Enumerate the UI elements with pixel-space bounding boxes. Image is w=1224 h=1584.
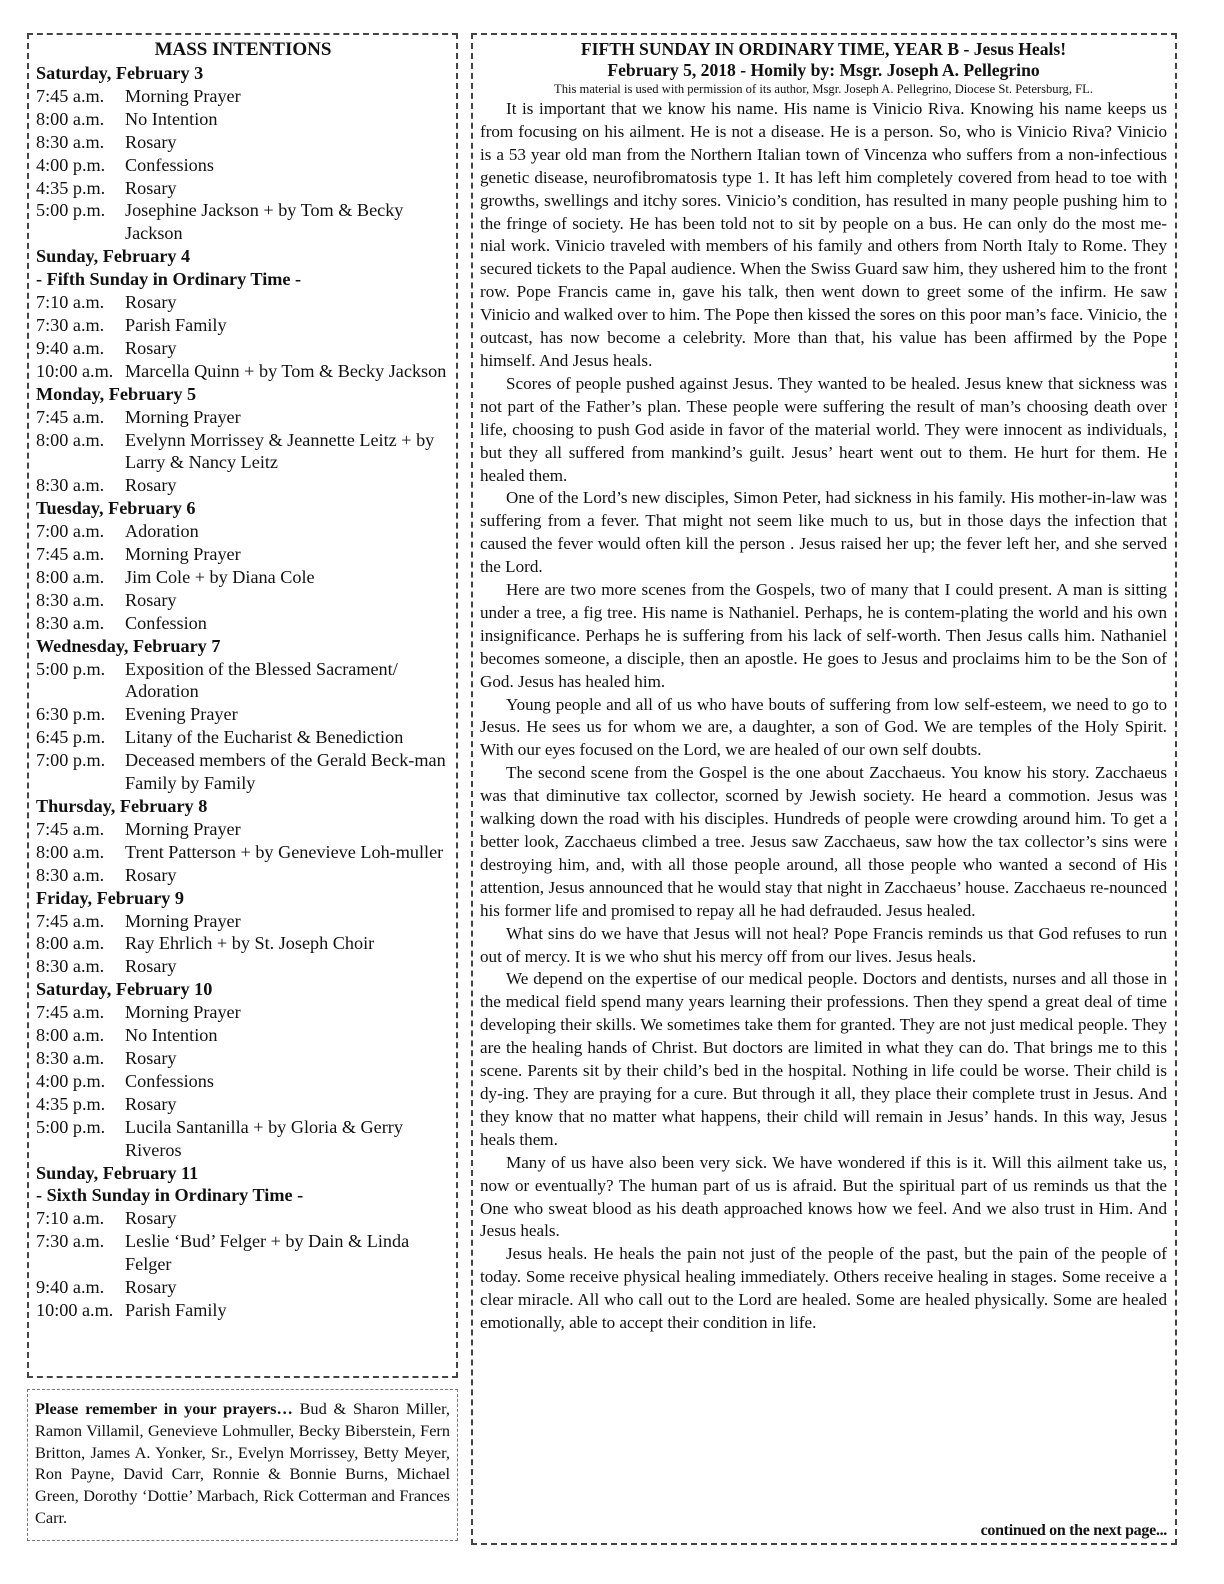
mass-entry-time: 8:00 a.m. [36,108,105,129]
mass-entry-time: 7:45 a.m. [36,1002,105,1023]
mass-day-heading: Thursday, February 8 [36,796,208,816]
mass-entry-intention: Ray Ehrlich + by St. Joseph Choir [125,933,375,954]
mass-entry-intention: Rosary [125,177,177,198]
mass-entry-intention: Morning Prayer [125,910,241,931]
mass-entry-intention: Lucila Santanilla + by Gloria & Gerry Riveros [125,1116,403,1160]
mass-entry-intention: Morning Prayer [125,818,241,839]
mass-entry-intention: Rosary [125,864,177,885]
mass-entry-time: 8:30 a.m. [36,131,105,152]
homily-paragraph: What sins do we have that Jesus will not heal? Pope Francis reminds us that God refuses to run out of mercy. It is we who shut his mercy off from our lives. Jesus heals. [480,923,1167,966]
mass-entry-intention: Jim Cole + by Diana Cole [125,566,315,587]
homily-box [471,33,1177,1545]
mass-entry-time: 10:00 a.m. [36,360,114,381]
mass-entry [36,726,450,749]
mass-entry-intention: Trent Patterson + by Genevieve Loh-muller [125,841,444,862]
mass-entry-time: 4:35 p.m. [36,177,106,198]
mass-intentions-title: MASS INTENTIONS [154,39,332,60]
mass-entry [36,1024,450,1047]
homily-paragraph: Jesus heals. He heals the pain not just of the people of the past, but the pain of the people of today. Some receive physical healing immediately. Others receive healing in stages. Some receive a clear miracle. All who call out to the Lord are healed. Some are healed physically. Some are healed emotionally, able to accept their condition in life. [480,1244,1167,1333]
mass-entry [36,474,450,497]
mass-entry-intention: Evening Prayer [125,704,238,725]
mass-entry-time: 8:30 a.m. [36,612,105,633]
mass-entry-time: 4:00 p.m. [36,154,106,175]
mass-entry [36,291,450,314]
mass-entry [36,864,450,887]
mass-entry-intention: Evelynn Morrissey & Jeannette Leitz + by Larry & Nancy Leitz [125,429,435,473]
mass-entry-time: 7:30 a.m. [36,314,105,335]
mass-entry [36,520,450,543]
mass-entry-intention: Litany of the Eucharist & Benediction [125,727,404,748]
mass-entry-intention: Rosary [125,1277,177,1298]
mass-day-subheading: - Sixth Sunday in Ordinary Time - [36,1185,304,1206]
mass-day-heading: Tuesday, February 6 [36,498,196,519]
mass-entry [36,1047,450,1070]
mass-entry-intention: Rosary [125,131,177,152]
mass-entry-intention: Rosary [125,337,177,358]
mass-entry [36,749,450,795]
mass-day-heading: Saturday, February 3 [36,63,204,83]
mass-entry-intention: Parish Family [125,314,227,335]
mass-entry-intention: Confession [125,612,207,633]
mass-entry-intention: Adoration [125,521,199,542]
homily-paragraph: Here are two more scenes from the Gospels, two of many that I could present. A man is sitting under a tree, a fig tree. His name is Nathaniel. Perhaps, he is contem-plating the world and his own insignificance. Perhaps he is suffering from his lack of self-worth. Then Jesus calls him. Nathaniel becomes someone, a disciple, then an apostle. He goes to Jesus and proclaims him to be the Son of God. Jesus has healed him. [480,580,1167,691]
mass-entry-time: 5:00 p.m. [36,1116,106,1137]
mass-entry [36,429,450,475]
mass-entry-intention: Rosary [125,1093,177,1114]
homily-paragraph: It is important that we know his name. His name is Vinicio Riva. Knowing his name keeps us from focusing on his ailment. He is not a disease. He is a person. So, who is Vinicio Riva? Vinicio is a 53 year old man from the Northern Italian town of Vincenza who suffers from a non-infectious genetic disease, neurofibromatosis type 1. It has left him completely covered from head to toe with growths, swellings and itchy sores. Vinicio’s condition, has resulted in many people pushing him to the fringe of society. He has been told not to sit by people on a bus. He can only do the most me-nial work. Vinicio traveled with members of his family and others from North Italy to Rome. They secured tickets to the Papal audience. When the Swiss Guard saw him, they ushered him to the front row. Pope Francis came in, gave his talk, then went down to greet some of the infirm. He saw Vinicio and walked over to him. The Pope then kissed the sores on this poor man’s face. Vinicio, the outcast, has now become a celebrity. More than that, his value has been affirmed by the Pope himself. And Jesus heals. [480,99,1167,370]
homily-paragraph: The second scene from the Gospel is the one about Zacchaeus. You know his story. Zacchaeus was that diminutive tax collector, scorned by Jewish society. He heard a commotion. Jesus was walking down the road with his disciples. Hundreds of people were crowding around him. To get a better look, Zacchaeus climbed a tree. Jesus saw Zacchaeus, saw how the tax collector’s sins were destroying him, and, with all those people around, all those people who wanted a second of His attention, Jesus announced that he would stay that night in Zacchaeus’ house. Zacchaeus re-nounced his former life and promised to repay all he had defrauded. Jesus healed. [480,763,1167,920]
mass-day-heading: Saturday, February 10 [36,979,213,1000]
mass-entry [36,314,450,337]
mass-entry-intention: Rosary [125,956,177,977]
mass-entry-time: 5:00 p.m. [36,200,106,221]
mass-entry-time: 7:30 a.m. [36,1231,105,1252]
mass-entry-intention: Rosary [125,1208,177,1229]
mass-entry-time: 8:30 a.m. [36,956,105,977]
mass-entry-time: 8:00 a.m. [36,1025,105,1046]
mass-entry-time: 7:10 a.m. [36,1208,105,1229]
mass-entry-intention: Morning Prayer [125,544,241,565]
mass-day-heading: Sunday, February 11 [36,1162,199,1183]
mass-entry [36,1001,450,1024]
mass-entry [36,199,450,245]
mass-entry [36,1070,450,1093]
mass-entry [36,1207,450,1230]
mass-entry-time: 7:45 a.m. [36,910,105,931]
homily-body [480,98,1167,1335]
mass-entry [36,177,450,200]
mass-entry-time: 7:45 a.m. [36,544,105,565]
homily-paragraph: Young people and all of us who have bouts of suffering from low self-esteem, we need to go to Jesus. He sees us for whom we are, a daughter, a son of God. We are temples of the Holy Spirit. With our eyes focused on the Lord, we are healed of our own self doubts. [480,694,1167,760]
mass-entry-intention: Rosary [125,1047,177,1068]
mass-entry [36,131,450,154]
mass-entry-intention: Marcella Quinn + by Tom & Becky Jackson [125,360,447,381]
mass-entry-time: 8:30 a.m. [36,1047,105,1068]
mass-day-heading: Wednesday, February 7 [36,635,221,656]
mass-entry-time: 8:30 a.m. [36,475,105,496]
mass-entry-intention: Rosary [125,475,177,496]
mass-day-subheading: - Fifth Sunday in Ordinary Time - [36,269,302,290]
mass-entry [36,1299,450,1322]
mass-entry-intention: No Intention [125,1025,218,1046]
mass-entry-intention: Rosary [125,589,177,610]
mass-entry-time: 7:45 a.m. [36,406,105,427]
mass-entry-time: 6:30 p.m. [36,704,106,725]
mass-entry-intention: Morning Prayer [125,406,241,427]
mass-entry-time: 8:30 a.m. [36,589,105,610]
mass-day-heading: Sunday, February 4 [36,246,191,267]
mass-entry-intention: Confessions [125,154,214,175]
mass-entry-intention: Leslie ‘Bud’ Felger + by Dain & Linda Felger [125,1231,410,1275]
mass-entry [36,154,450,177]
mass-entry-intention: Deceased members of the Gerald Beck-man Family by Family [125,750,446,794]
mass-entry [36,841,450,864]
prayer-list-box [27,1389,458,1541]
mass-intentions-box [27,33,458,1378]
mass-entry-time: 5:00 p.m. [36,658,106,679]
mass-entry [36,406,450,429]
mass-intentions-list [36,62,450,1322]
mass-entry [36,1093,450,1116]
mass-entry-time: 4:35 p.m. [36,1093,106,1114]
mass-entry-time: 8:00 a.m. [36,566,105,587]
mass-entry-intention: Morning Prayer [125,1002,241,1023]
mass-entry-intention: No Intention [125,108,218,129]
mass-entry-time: 6:45 p.m. [36,727,106,748]
mass-entry-time: 8:30 a.m. [36,864,105,885]
mass-entry-time: 4:00 p.m. [36,1070,106,1091]
mass-entry-time: 8:00 a.m. [36,933,105,954]
mass-entry-time: 9:40 a.m. [36,1277,105,1298]
mass-entry-time: 7:45 a.m. [36,85,105,106]
homily-subtitle: February 5, 2018 - Homily by: Msgr. Joseph A. Pellegrino [607,60,1040,80]
mass-entry-time: 7:10 a.m. [36,292,105,313]
prayer-list-text [35,1398,450,1529]
mass-entry [36,612,450,635]
mass-entry [36,932,450,955]
mass-entry-intention: Rosary [125,292,177,313]
mass-entry [36,108,450,131]
mass-entry-time: 7:00 p.m. [36,750,106,771]
mass-entry [36,1116,450,1162]
mass-entry [36,566,450,589]
mass-day-heading: Friday, February 9 [36,887,185,908]
homily-paragraph: Scores of people pushed against Jesus. They wanted to be healed. Jesus knew that sickness was not part of the Father’s plan. These people were suffering the result of man’s choosing death over life, choosing to push God aside in favor of the material world. They were innocent as individuals, but they all suffered from mankind’s guilt. Jesus’ heart went out to them. He hurt for them. He healed them. [480,373,1167,485]
mass-entry-time: 10:00 a.m. [36,1299,114,1320]
mass-entry [36,818,450,841]
mass-entry [36,543,450,566]
mass-entry [36,85,450,108]
homily-title: FIFTH SUNDAY IN ORDINARY TIME, YEAR B - Jesus Heals! [580,39,1067,59]
mass-entry [36,703,450,726]
homily-paragraph: One of the Lord’s new disciples, Simon Peter, had sickness in his family. His mother-in-law was suffering from a fever. That might not seem like much to us, but in those days the infection that caused the fever would often kill the person . Jesus raised her up; the fever left her, and she served the Lord. [480,488,1167,577]
mass-entry [36,360,450,383]
mass-entry-intention: Morning Prayer [125,85,241,106]
mass-entry-time: 7:45 a.m. [36,818,105,839]
mass-entry-time: 8:00 a.m. [36,429,105,450]
mass-entry-intention: Josephine Jackson + by Tom & Becky Jackson [125,200,404,244]
mass-entry-time: 8:00 a.m. [36,841,105,862]
mass-entry-intention: Exposition of the Blessed Sacrament/ Adoration [125,658,398,702]
mass-entry [36,337,450,360]
mass-entry [36,910,450,933]
mass-entry [36,589,450,612]
mass-entry [36,1230,450,1276]
homily-paragraph: We depend on the expertise of our medical people. Doctors and dentists, nurses and all those in the medical field spend many years learning their professions. Then they spend a great deal of time developing their skills. We sometimes take them for granted. They are not just medical people. They are the healing hands of Christ. But doctors are limited in what they can do. That brings me to this scene. Parents sit by their child’s bed in the hospital. Nothing in life could be worse. Their child is dy-ing. They are praying for a cure. But through it all, they place their complete trust in Jesus. And they know that no matter what happens, their child will remain in Jesus’ hands. In this way, Jesus heals them. [480,969,1167,1149]
mass-entry-intention: Confessions [125,1070,214,1091]
mass-entry-time: 7:00 a.m. [36,521,105,542]
prayer-list-lead: Please remember in your prayers… [35,1399,293,1418]
mass-day-heading: Monday, February 5 [36,383,197,404]
prayer-list-names: Bud & Sharon Miller, Ramon Villamil, Genevieve Lohmuller, Becky Biberstein, Fern Britton, James A. Yonker, Sr., Evelyn Morrissey, Betty Meyer, Ron Payne, David Carr, Ronnie & Bonnie Burns, Michael Green, Dorothy ‘Dottie’ Marbach, Rick Cotterman and Frances Carr. [35,1399,450,1527]
homily-paragraph: Many of us have also been very sick. We have wondered if this is it. Will this ailment take us, now or eventually? The human part of us is afraid. But the spiritual part of us reminds us that the One who sweat blood as his death approached knows how we feel. And we also trust in Him. And Jesus heals. [480,1152,1167,1241]
mass-entry-time: 9:40 a.m. [36,337,105,358]
homily-permission-note: This material is used with permission of its author, Msgr. Joseph A. Pellegrino, Diocese St. Petersburg, FL. [554,82,1093,96]
mass-entry [36,658,450,704]
mass-entry [36,1276,450,1299]
continued-note: continued on the next page... [980,1522,1167,1539]
mass-entry [36,955,450,978]
mass-entry-intention: Parish Family [125,1299,227,1320]
